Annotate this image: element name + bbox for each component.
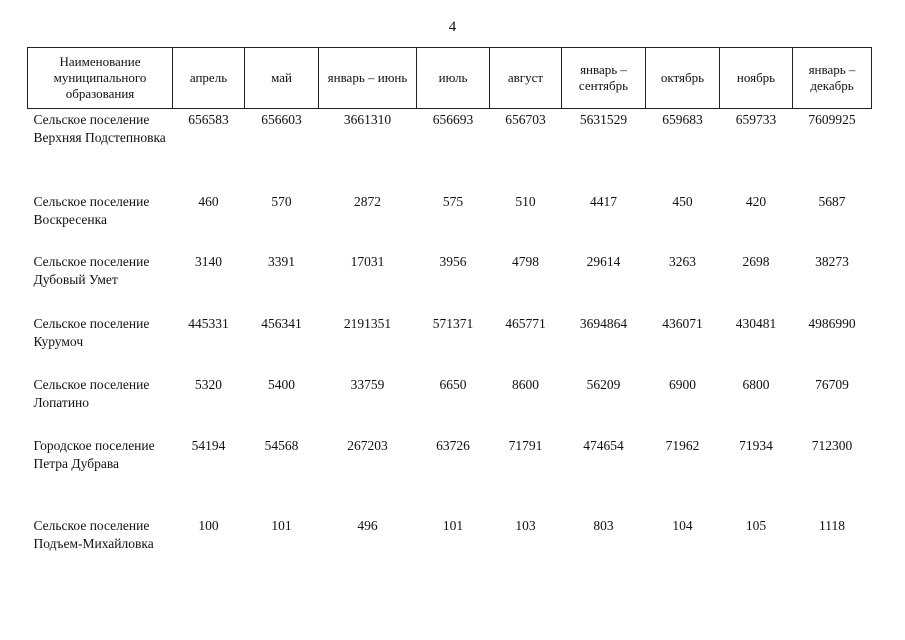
cell-august: 465771	[505, 316, 546, 331]
cell-november: 105	[745, 518, 767, 533]
header-jan-dec: январь – декабрь	[793, 48, 872, 109]
header-may: май	[245, 48, 319, 109]
cell-april: 460	[198, 194, 219, 209]
header-jan-sep: январь – сентябрь	[562, 48, 646, 109]
cell-jan-jun: 2872	[354, 194, 381, 209]
cell-jan-sep: 5631529	[579, 112, 628, 127]
cell-jan-sep: 29614	[586, 254, 621, 269]
cell-august: 656703	[505, 112, 546, 127]
cell-may: 570	[271, 194, 292, 209]
cell-jan-dec: 5687	[818, 194, 846, 209]
cell-november: 2698	[742, 254, 770, 269]
row-name: Сельское поселение Курумоч	[33, 316, 150, 349]
cell-july: 656693	[432, 112, 474, 127]
table-header-row	[28, 48, 872, 109]
cell-july: 63726	[436, 438, 470, 453]
cell-october: 71962	[665, 438, 700, 453]
cell-october: 104	[672, 518, 693, 533]
cell-october: 6900	[669, 377, 696, 392]
cell-april: 3140	[195, 254, 222, 269]
cell-may: 456341	[261, 316, 302, 331]
table-row	[28, 193, 872, 253]
cell-jan-sep: 56209	[586, 377, 621, 392]
cell-august: 8600	[512, 377, 539, 392]
cell-november: 71934	[739, 438, 773, 453]
cell-october: 3263	[669, 254, 696, 269]
cell-may: 656603	[261, 112, 302, 127]
cell-april: 100	[198, 518, 219, 533]
cell-jan-jun: 496	[357, 518, 378, 533]
row-name: Сельское поселение Верхняя Подстепновка	[33, 112, 166, 145]
cell-october: 436071	[662, 316, 703, 331]
cell-may: 3391	[268, 254, 295, 269]
page-number: 4	[448, 19, 457, 35]
header-july: июль	[417, 48, 490, 109]
cell-august: 4798	[512, 254, 539, 269]
header-august: август	[490, 48, 562, 109]
cell-july: 3956	[439, 254, 467, 269]
header-november: ноябрь	[720, 48, 793, 109]
cell-october: 450	[672, 194, 693, 209]
header-october: октябрь	[646, 48, 720, 109]
cell-august: 510	[515, 194, 536, 209]
cell-november: 659733	[735, 112, 777, 127]
table-row	[28, 517, 872, 577]
row-name: Городское поселение Петра Дубрава	[33, 438, 155, 471]
cell-april: 5320	[195, 377, 222, 392]
cell-jan-jun: 17031	[350, 254, 385, 269]
header-municipality: Наименование муниципального образования	[28, 48, 173, 109]
cell-may: 101	[271, 518, 292, 533]
cell-jan-sep: 3694864	[579, 316, 628, 331]
cell-november: 6800	[742, 377, 770, 392]
cell-jan-sep: 803	[593, 518, 614, 533]
row-name: Сельское поселение Лопатино	[33, 377, 150, 410]
table-row	[28, 437, 872, 517]
cell-november: 420	[745, 194, 767, 209]
row-name: Сельское поселение Подъем-Михайловка	[33, 518, 154, 551]
cell-jan-jun: 2191351	[343, 316, 392, 331]
cell-may: 5400	[268, 377, 295, 392]
header-jan-jun: январь – июнь	[319, 48, 417, 109]
cell-october: 659683	[662, 112, 703, 127]
cell-jan-jun: 267203	[347, 438, 388, 453]
cell-july: 571371	[432, 316, 474, 331]
cell-july: 101	[442, 518, 464, 533]
cell-april: 656583	[188, 112, 229, 127]
cell-november: 430481	[735, 316, 777, 331]
cell-august: 103	[515, 518, 536, 533]
cell-april: 445331	[188, 316, 229, 331]
row-name: Сельское поселение Воскресенка	[33, 194, 150, 227]
cell-jan-dec: 76709	[815, 377, 849, 392]
cell-july: 6650	[439, 377, 467, 392]
table-row	[28, 315, 872, 376]
table-row	[28, 376, 872, 437]
municipal-data-table	[27, 47, 872, 577]
cell-jan-dec: 7609925	[808, 112, 856, 127]
cell-jan-dec: 38273	[815, 254, 849, 269]
cell-jan-dec: 4986990	[808, 316, 856, 331]
cell-jan-dec: 1118	[819, 518, 845, 533]
cell-jan-dec: 712300	[811, 438, 853, 453]
cell-august: 71791	[508, 438, 543, 453]
table-row	[28, 109, 872, 194]
cell-jan-jun: 3661310	[343, 112, 392, 127]
cell-jan-sep: 4417	[590, 194, 617, 209]
cell-jan-sep: 474654	[583, 438, 624, 453]
cell-april: 54194	[191, 438, 226, 453]
cell-july: 575	[442, 194, 464, 209]
row-name: Сельское поселение Дубовый Умет	[33, 254, 150, 287]
cell-may: 54568	[264, 438, 299, 453]
header-april: апрель	[173, 48, 245, 109]
cell-jan-jun: 33759	[350, 377, 385, 392]
table-row	[28, 253, 872, 315]
